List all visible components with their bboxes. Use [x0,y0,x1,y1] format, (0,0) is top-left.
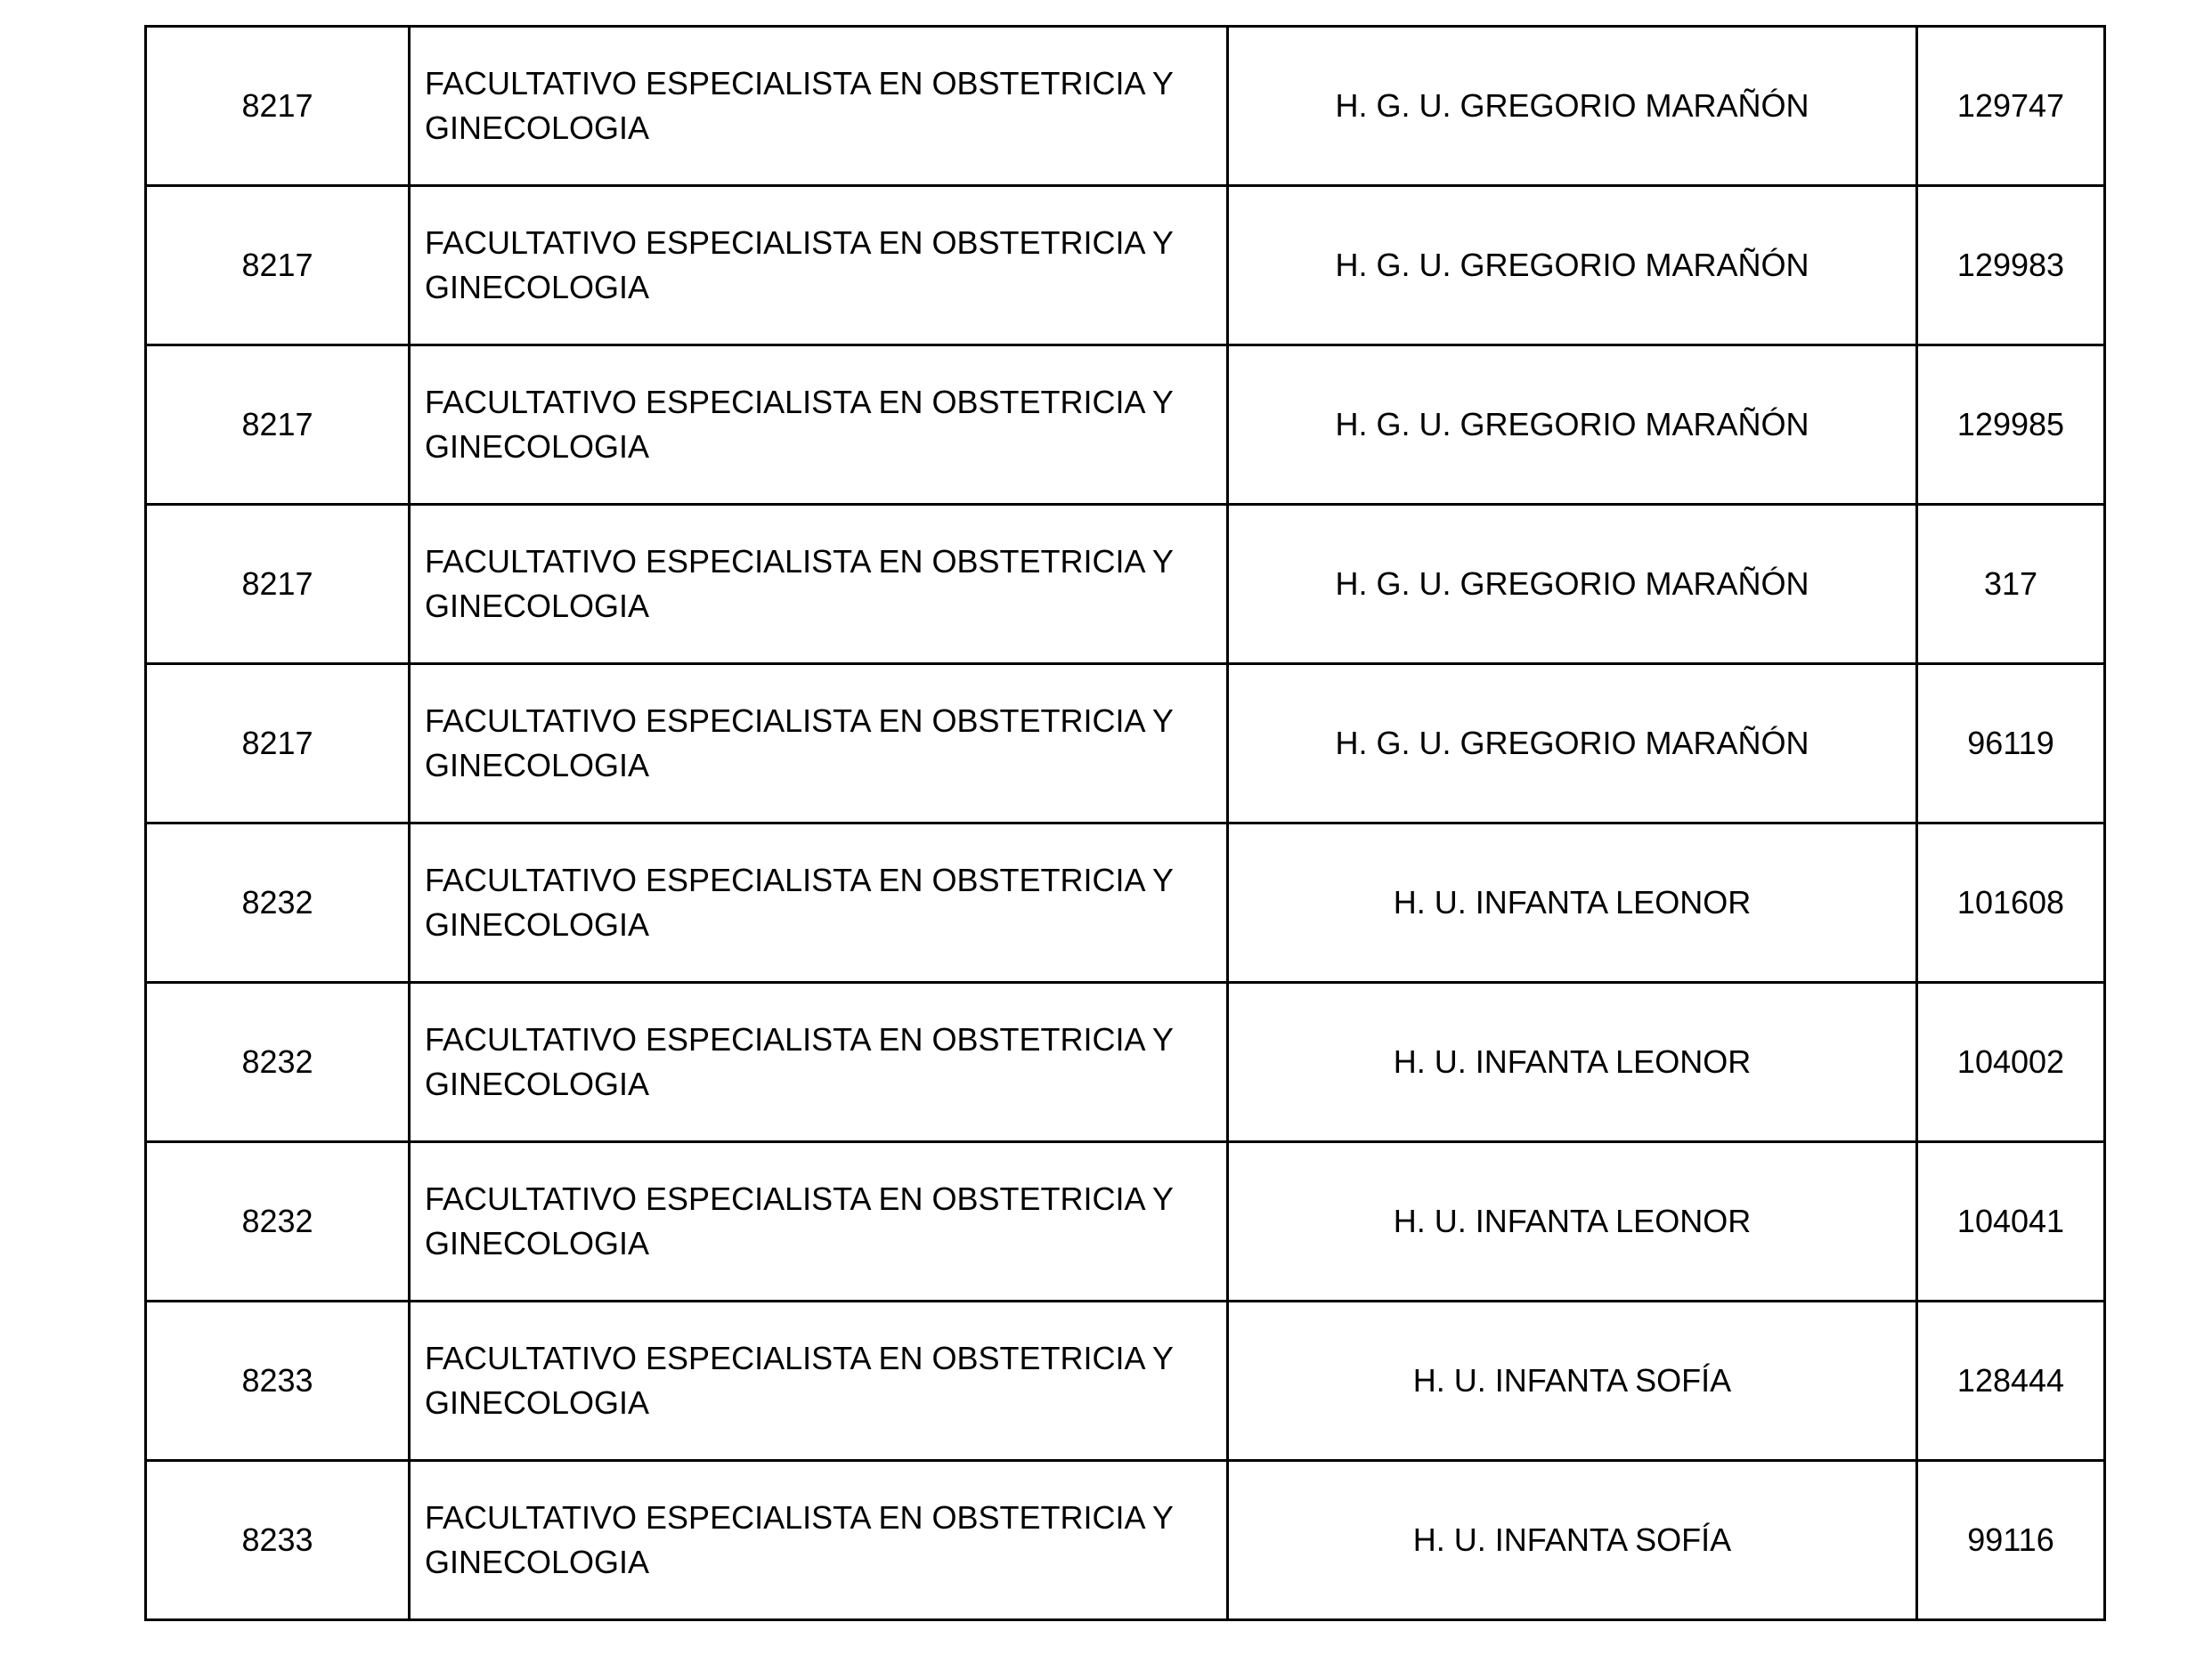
number-cell: 96119 [1917,664,2105,823]
description-cell [410,505,1228,664]
description-line: FACULTATIVO ESPECIALISTA EN OBSTETRICIA Y [425,1021,1174,1058]
code-cell: 8217 [146,345,410,505]
positions-table [144,25,2106,1621]
center-cell: H. U. INFANTA SOFÍA [1228,1461,1917,1620]
description-line: GINECOLOGIA [425,1066,650,1102]
description-line: GINECOLOGIA [425,269,650,305]
description-cell [410,186,1228,345]
number-cell: 129747 [1917,27,2105,186]
code-cell: 8217 [146,505,410,664]
positions-table-body [146,27,2105,1620]
code-cell: 8233 [146,1302,410,1461]
table-row [146,505,2105,664]
center-cell: H. G. U. GREGORIO MARAÑÓN [1228,345,1917,505]
number-cell: 129985 [1917,345,2105,505]
number-cell: 104002 [1917,983,2105,1142]
description-line: GINECOLOGIA [425,588,650,624]
number-cell: 128444 [1917,1302,2105,1461]
description-line: GINECOLOGIA [425,428,650,465]
description-cell [410,1142,1228,1302]
description-cell [410,1461,1228,1620]
code-cell: 8217 [146,186,410,345]
number-cell: 129983 [1917,186,2105,345]
description-cell [410,345,1228,505]
center-cell: H. G. U. GREGORIO MARAÑÓN [1228,664,1917,823]
number-cell: 104041 [1917,1142,2105,1302]
code-cell: 8233 [146,1461,410,1620]
table-row [146,823,2105,983]
description-line: GINECOLOGIA [425,747,650,783]
description-line: FACULTATIVO ESPECIALISTA EN OBSTETRICIA Y [425,1499,1174,1536]
description-line: FACULTATIVO ESPECIALISTA EN OBSTETRICIA Y [425,862,1174,898]
table-row [146,1142,2105,1302]
center-cell: H. G. U. GREGORIO MARAÑÓN [1228,505,1917,664]
table-row [146,983,2105,1142]
description-cell [410,1302,1228,1461]
number-cell: 99116 [1917,1461,2105,1620]
description-line: GINECOLOGIA [425,110,650,146]
description-line: FACULTATIVO ESPECIALISTA EN OBSTETRICIA Y [425,1340,1174,1376]
description-line: GINECOLOGIA [425,906,650,943]
description-line: FACULTATIVO ESPECIALISTA EN OBSTETRICIA Y [425,543,1174,580]
table-row [146,345,2105,505]
description-cell [410,27,1228,186]
table-row [146,1461,2105,1620]
code-cell: 8232 [146,823,410,983]
code-cell: 8232 [146,1142,410,1302]
description-cell [410,823,1228,983]
description-cell [410,983,1228,1142]
table-row [146,664,2105,823]
table-row [146,186,2105,345]
description-cell [410,664,1228,823]
center-cell: H. G. U. GREGORIO MARAÑÓN [1228,27,1917,186]
description-line: FACULTATIVO ESPECIALISTA EN OBSTETRICIA Y [425,702,1174,739]
table-row [146,27,2105,186]
center-cell: H. G. U. GREGORIO MARAÑÓN [1228,186,1917,345]
center-cell: H. U. INFANTA LEONOR [1228,1142,1917,1302]
code-cell: 8217 [146,27,410,186]
number-cell: 101608 [1917,823,2105,983]
description-line: FACULTATIVO ESPECIALISTA EN OBSTETRICIA Y [425,384,1174,420]
center-cell: H. U. INFANTA LEONOR [1228,823,1917,983]
table-row [146,1302,2105,1461]
center-cell: H. U. INFANTA SOFÍA [1228,1302,1917,1461]
description-line: FACULTATIVO ESPECIALISTA EN OBSTETRICIA Y [425,1180,1174,1217]
code-cell: 8232 [146,983,410,1142]
code-cell: 8217 [146,664,410,823]
center-cell: H. U. INFANTA LEONOR [1228,983,1917,1142]
description-line: GINECOLOGIA [425,1384,650,1421]
description-line: FACULTATIVO ESPECIALISTA EN OBSTETRICIA Y [425,224,1174,261]
description-line: GINECOLOGIA [425,1225,650,1261]
description-line: FACULTATIVO ESPECIALISTA EN OBSTETRICIA Y [425,65,1174,101]
number-cell: 317 [1917,505,2105,664]
description-line: GINECOLOGIA [425,1544,650,1580]
